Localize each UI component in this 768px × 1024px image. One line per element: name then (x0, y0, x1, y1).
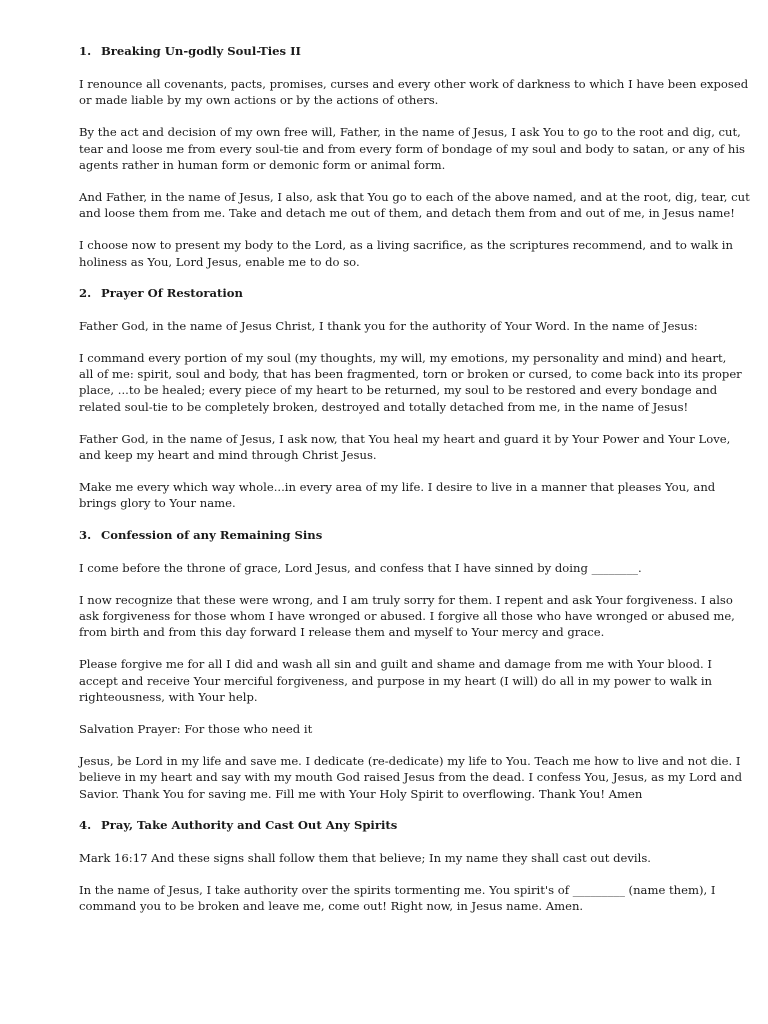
text-line: Mark 16:17 And these signs shall follow them that believe; In my name they shall cast out devils. (79, 850, 651, 865)
text-line: righteousness, with Your help. (79, 689, 258, 704)
text-line: all of me: spirit, soul and body, that has been fragmented, torn or broken or cursed, to come back into its proper (79, 367, 742, 382)
paragraph (79, 479, 716, 511)
paragraph (79, 656, 712, 705)
section-number: 1. (79, 44, 92, 58)
section-title: Breaking Un-godly Soul-Ties II (101, 44, 301, 58)
text-line: and loose them from me. Take and detach me out of them, and detach them from and out of me, in Jesus name! (79, 206, 735, 221)
text-line: command you to be broken and leave me, come out! Right now, in Jesus name. Amen. (79, 899, 584, 914)
text-line: or made liable by my own actions or by the actions of others. (79, 93, 439, 108)
section-number: 3. (79, 527, 92, 542)
paragraph (79, 592, 735, 641)
paragraph (79, 189, 750, 221)
paragraph (79, 882, 716, 914)
section-number: 4. (79, 817, 92, 832)
section-heading (79, 286, 712, 301)
section-heading (79, 818, 712, 833)
text-line: believe in my heart and say with my mouth God raised Jesus from the dead. I confess You, Jesus, as my Lord and (79, 770, 743, 785)
text-line: agents rather in human form or demonic form or animal form. (79, 157, 446, 172)
section-title: Confession of any Remaining Sins (101, 527, 323, 542)
text-line: Father God, in the name of Jesus Christ, I thank you for the authority of Your Word. In the name of Jesus: (79, 318, 698, 333)
text-line: I choose now to present my body to the Lord, as a living sacrifice, as the scriptures recommend, and to walk in (79, 238, 733, 253)
text-line: Jesus, be Lord in my life and save me. I dedicate (re-dedicate) my life to You. Teach me how to live and not die. I (79, 754, 741, 769)
section-title: Prayer Of Restoration (101, 285, 243, 300)
text-line: And Father, in the name of Jesus, I also, ask that You go to each of the above named, and at the root, dig, tear, cut (79, 190, 750, 205)
text-line: and keep my heart and mind through Christ Jesus. (79, 448, 377, 463)
text-line: Father God, in the name of Jesus, I ask now, that You heal my heart and guard it by Your Power and Your Love, (79, 431, 731, 446)
paragraph (79, 431, 731, 463)
section-title: Pray, Take Authority and Cast Out Any Spirits (101, 817, 398, 832)
text-line: Please forgive me for all I did and wash all sin and guilt and shame and damage from me with Your blood. I (79, 657, 712, 672)
text-line: place, ...to be healed; every piece of my heart to be returned, my soul to be restored and every bondage and (79, 383, 718, 398)
text-line: ask forgiveness for those whom I have wronged or abused. I forgive all those who have wronged or abused me, (79, 609, 735, 624)
text-line: I come before the throne of grace, Lord Jesus, and confess that I have sinned by doing ________. (79, 560, 642, 575)
text-line: accept and receive Your merciful forgiveness, and purpose in my heart (I will) do all in my power to walk in (79, 673, 713, 688)
paragraph (79, 560, 712, 576)
text-line: In the name of Jesus, I take authority over the spirits tormenting me. You spirit's of _________ (name them), I (79, 883, 716, 898)
paragraph (79, 721, 712, 737)
text-line: brings glory to Your name. (79, 496, 236, 511)
text-line: Salvation Prayer: For those who need it (79, 722, 313, 737)
paragraph (79, 76, 749, 108)
text-line: from birth and from this day forward I release them and myself to Your mercy and grace. (79, 625, 605, 640)
text-line: holiness as You, Lord Jesus, enable me to do so. (79, 254, 360, 269)
text-line: related soul-tie to be completely broken, destroyed and totally detached from me, in the name of Jesus! (79, 399, 689, 414)
text-line: Make me every which way whole...in every area of my life. I desire to live in a manner that pleases You, and (79, 480, 716, 495)
text-line: I now recognize that these were wrong, and I am truly sorry for them. I repent and ask Your forgiveness. I also (79, 592, 733, 607)
text-line: Savior. Thank You for saving me. Fill me with Your Holy Spirit to overflowing. Thank You! Amen (79, 786, 643, 801)
section-number: 2. (79, 285, 92, 300)
section-heading (79, 44, 712, 59)
paragraph (79, 850, 712, 866)
paragraph (79, 350, 742, 415)
paragraph (79, 753, 743, 802)
text-line: I renounce all covenants, pacts, promises, curses and every other work of darkness to which I have been exposed (79, 77, 749, 91)
paragraph (79, 237, 733, 269)
text-line: By the act and decision of my own free will, Father, in the name of Jesus, I ask You to go to the root and dig, cut, (79, 125, 741, 140)
text-line: I command every portion of my soul (my thoughts, my will, my emotions, my personality and mind) and heart, (79, 351, 727, 366)
text-line: tear and loose me from every soul-tie and from every form of bondage of my soul and body to satan, or any of his (79, 141, 745, 156)
paragraph (79, 124, 745, 173)
section-heading (79, 528, 712, 543)
paragraph (79, 318, 712, 334)
